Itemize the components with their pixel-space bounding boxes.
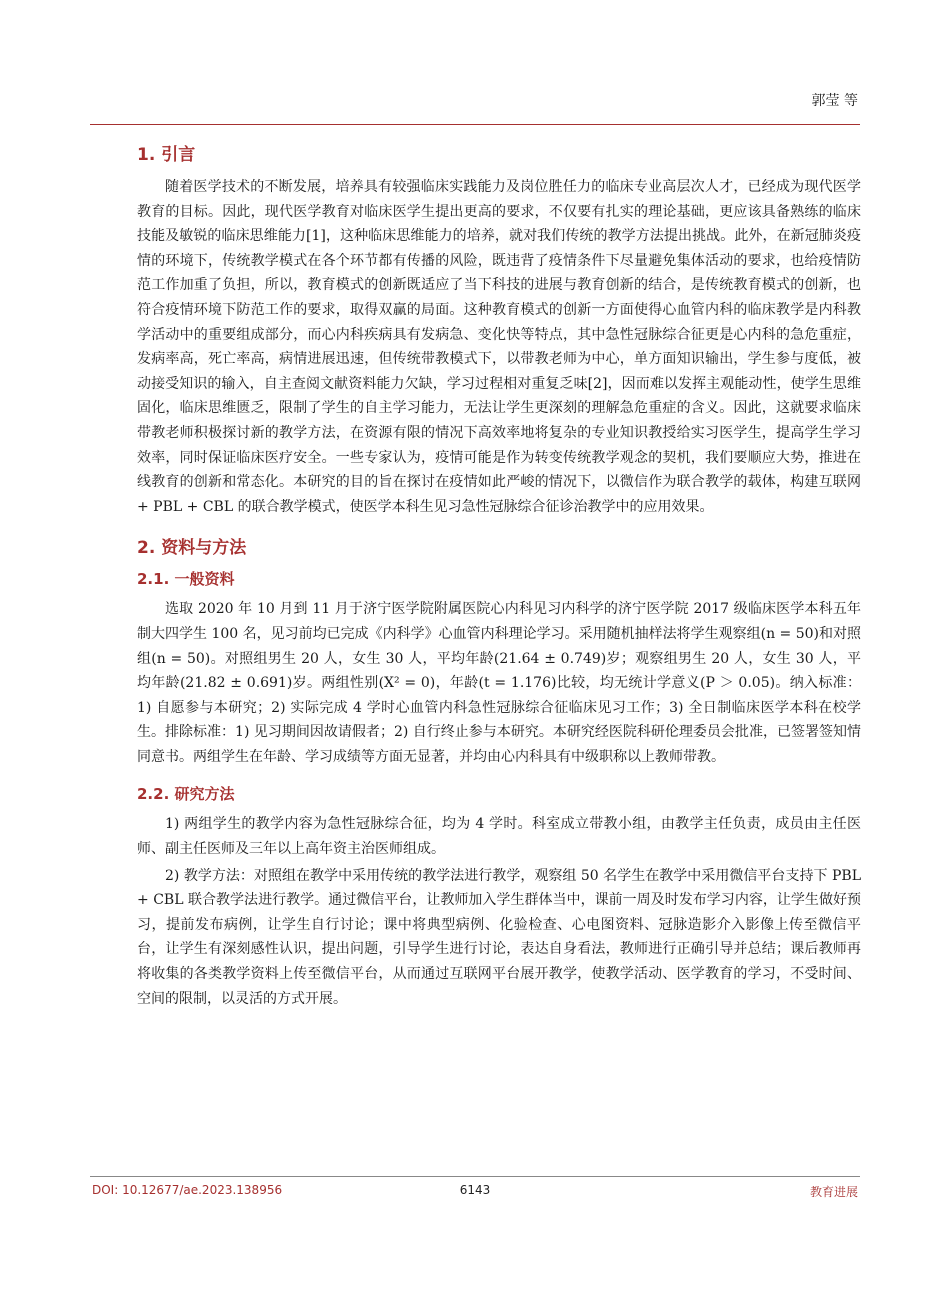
footer-journal-name: 教育进展 (809, 1185, 858, 1199)
article-body (137, 136, 861, 1011)
general-data-paragraph: 选取 2020 年 10 月到 11 月于济宁医学院附属医院心内科见习内科学的济宁医学院 2017 级临床医学本科五年制大四学生 100 名，见习前均已完成《内科学》心血管内科理论学习。采用随机抽样法将学生观察组(n = 50)和对照组(n = 50)。对照组男生 20 人，女生 30 人，平均年龄(21.64 ± 0.749)岁；观察组男生 20 人，女生 30 人，平均年龄(21.82 ± 0.691)岁。两组性别(X² = 0)，年龄(t = 1.176)比较，均无统计学意义(P ＞ 0.05)。纳入标准：1) 自愿参与本研究；2) 实际完成 4 学时心血管内科急性冠脉综合征临床见习工作；3) 全日制临床医学本科在校学生。排除标准：1) 见习期间因故请假者；2) 自行终止参与本研究。本研究经医院科研伦理委员会批准，已签署签知情同意书。两组学生在年龄、学习成绩等方面无显著，并均由心内科具有中级职称以上教师带教。 (137, 601, 862, 765)
footer-doi: DOI: 10.12677/ae.2023.138956 (92, 1183, 283, 1197)
header-divider (90, 124, 860, 125)
research-method-item-2: 2) 教学方法：对照组在教学中采用传统的教学法进行教学，观察组 50 名学生在教学中采用微信平台支持下 PBL + CBL 联合教学法进行教学。通过微信平台，让教师加入学生群体当中，课前一周及时发布学习内容，让学生做好预习，提前发布病例，让学生自行讨论；课中将典型病例、化验检查、心电图资料、冠脉造影介入影像上传至微信平台，让学生有深刻感性认识，提出问题，引导学生进行讨论，表达自身看法，教师进行正确引导并总结；课后教师再将收集的各类教学资料上传至微信平台，从而通过互联网平台展开教学，使教学活动、医学教育的学习，不受时间、空间的限制，以灵活的方式开展。 (137, 867, 861, 1007)
research-method-item-1: 1) 两组学生的教学内容为急性冠脉综合征，均为 4 学时。科室成立带教小组，由教学主任负责，成员由主任医师、副主任医师及三年以上高年资主治医师组成。 (137, 816, 861, 858)
subsection-title-research-methods: 2.2. 研究方法 (137, 785, 235, 804)
section-title-methods: 2. 资料与方法 (137, 538, 247, 559)
introduction-paragraph: 随着医学技术的不断发展，培养具有较强临床实践能力及岗位胜任力的临床专业高层次人才，已经成为现代医学教育的目标。因此，现代医学教育对临床医学生提出更高的要求，不仅要有扎实的理论基础，更应该具备熟练的临床技能及敏锐的临床思维能力[1]，这种临床思维能力的培养，就对我们传统的教学方法提出挑战。此外，在新冠肺炎疫情的环境下，传统教学模式在各个环节都有传播的风险，既违背了疫情条件下尽量避免集体活动的要求，也给疫情防范工作加重了负担，所以，教育模式的创新既适应了当下科技的进展与教育创新的结合，是传统教育模式的创新，也符合疫情环境下防范工作的要求，取得双赢的局面。这种教育模式的创新一方面使得心血管内科的临床教学是内科教学活动中的重要组成部分，而心内科疾病具有发病急、变化快等特点，其中急性冠脉综合征更是心内科的急危重症，发病率高，死亡率高，病情进展迅速，但传统带教模式下，以带教老师为中心，单方面知识输出，学生参与度低，被动接受知识的输入，自主查阅文献资料能力欠缺，学习过程相对重复乏味[2]，因而难以发挥主观能动性，使学生思维固化，临床思维匮乏，限制了学生的自主学习能力，无法让学生更深刻的理解急危重症的含义。因此，这就要求临床带教老师积极探讨新的教学方法，在资源有限的情况下高效率地将复杂的专业知识教授给实习医学生，提高学生学习效率，同时保证临床医疗安全。一些专家认为，疫情可能是作为转变传统教学观念的契机，我们要顺应大势，推进在线教育的创新和常态化。本研究的目的旨在探讨在疫情如此严峻的情况下，以微信作为联合教学的载体，构建互联网 + PBL + CBL 的联合教学模式，使医学本科生见习急性冠脉综合征诊治教学中的应用效果。 (137, 179, 861, 515)
running-header-author: 郭莹 等 (811, 93, 858, 109)
section-title-introduction: 1. 引言 (137, 145, 196, 165)
footer-divider (90, 1176, 860, 1177)
footer-page-number: 6143 (459, 1183, 491, 1197)
subsection-title-general: 2.1. 一般资料 (137, 570, 235, 589)
